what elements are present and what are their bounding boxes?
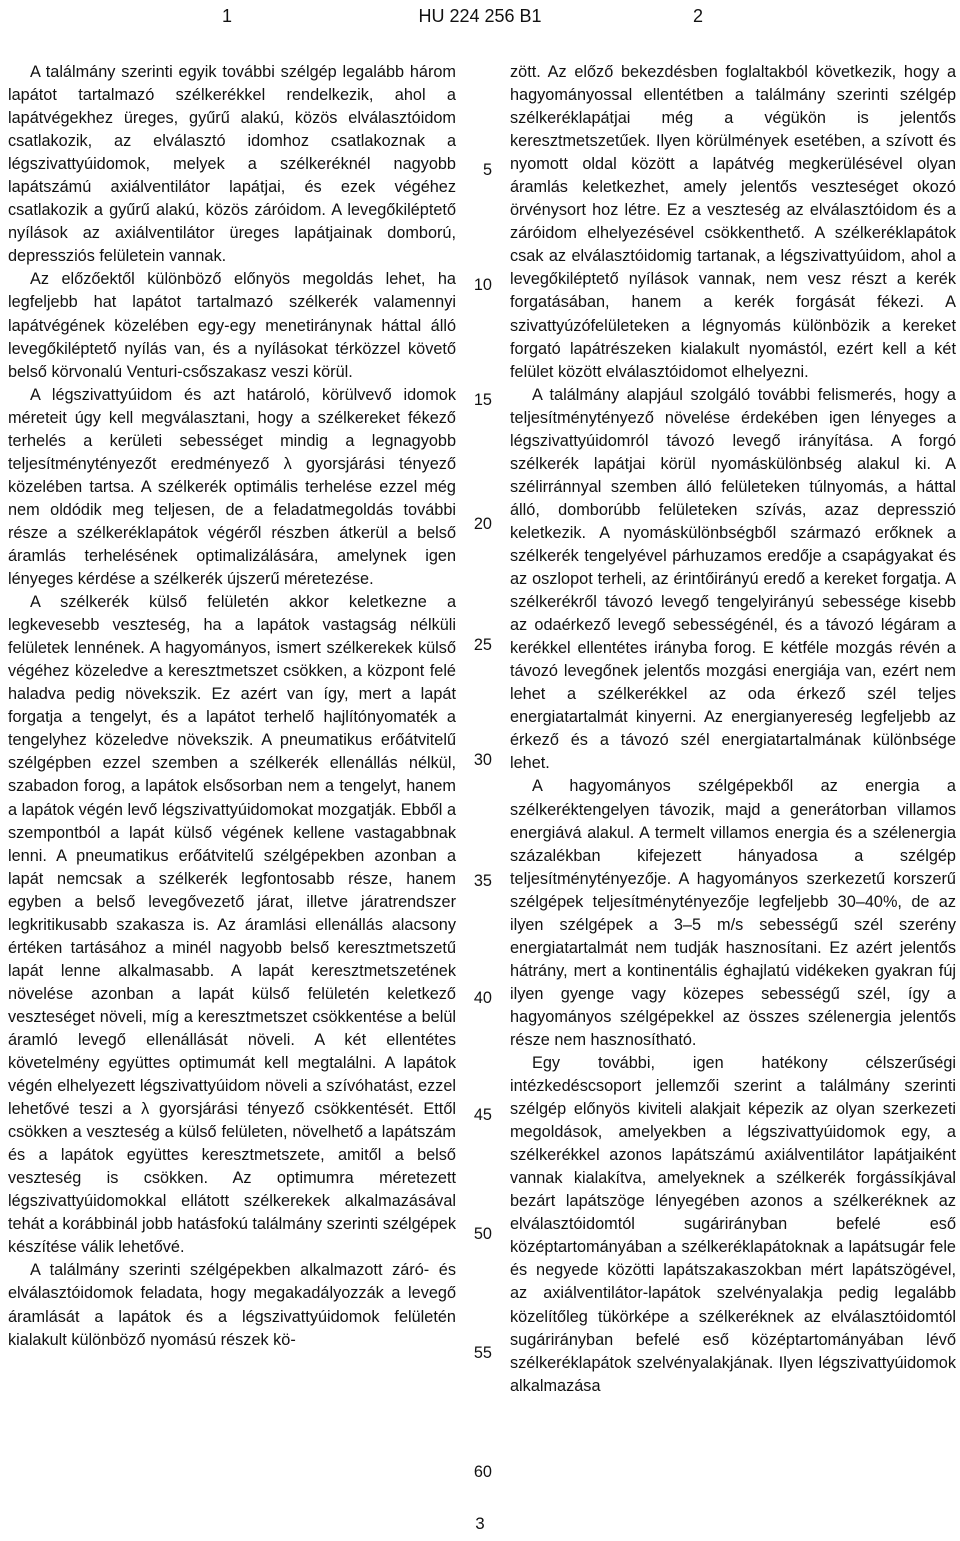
line-number: 25 [473,636,492,654]
paragraph: A találmány szerinti egyik további szélgép legalább három lapátot tartalmazó szélkerékkel rendelkezik, ahol a lapátvégekhez üreges, gyűrű alakú, közös elválasztóidom csatlakozik, az elválasztó idomhoz csatlakoznak a légszivattyúidomok, melyek a szélkeréknél nagyobb lapátszámú axiálventilátor lapátjai, és ezek végéhez csatlakozik a gyűrű alakú, közös záróidom. A levegőkiléptető nyílások az axiálventilátor üreges lapátjainak domború, depressziós felületein vannak. [8,63,456,266]
left-column [8,61,456,1352]
paragraph: Az előzőektől különböző előnyös megoldás lehet, ha legfeljebb hat lapátot tartalmazó szélkerék valamennyi lapátvégének közelében egy-egy menetiránynak háttal álló levegőkiléptető nyílás van, és a nyílásokat térközzel követő belső körvonalú Venturi-csőszakasz veszi körül. [8,270,456,381]
line-number: 55 [473,1344,492,1362]
line-number: 50 [473,1225,492,1243]
line-number: 35 [473,872,492,890]
right-page-number: 2 [693,6,704,26]
paragraph: A szélkerék külső felületén akkor keletkezne a legkevesebb veszteség, ha a lapátok vastagság nélküli felületek lennének. A hagyományos, ismert szélkerekek külső végéhez közeledve a keresztmetszet csökken, a központ felé haladva pedig növekszik. Ez azért van így, mert a lapát forgatja a tengelyt, és a lapátot terhelő hajlítónyomaték a tengelyhez közeledve növekszik. A pneumatikus erőátvitelű szélgépben ezzel szemben a szélkerék ellenállás nélkül, szabadon forog, a lapátok elsősorban nem a tengelyt, hanem a lapátok végén levő légszivattyúidomokat mozgatják. Ebből a szempontból a lapát külső végének kellene vastagabbnak lenni. A pneumatikus erőátvitelű szélgépekben azonban a lapát nemcsak a szélkerék legfontosabb része, hanem egyben a belső levegővezető járat, illetve járatrendszer legkritikusabb szakasza is. Az áramlási ellenállás alacsony értéken tartásához a minél nagyobb belső keresztmetszetű lapát lenne alkalmasabb. A lapát keresztmetszetének növelése azonban a lapát külső felületén keletkező veszteséget növeli, míg a keresztmetszet csökkentése a belül áramló levegő ellenállását növeli. A két ellentétes követelmény együttes optimumát kell megtalálni. A lapátok végén elhelyezett légszivattyúidom növeli a szívóhatást, ezzel lehetővé teszi a λ gyorsjárási tényező csökkentését. Ettől csökken a veszteség a külső felületen, növelhető a lapátszám és a lapátok együttes keresztmetszete, amitől a belső veszteség is csökken. Az optimumra méretezett légszivattyúidomokkal ellátott szélkerekek alkalmazásával tehát a korábbinál jobb hatásfokú találmány szerinti szélgépek készítése válik lehetővé. [8,593,457,1257]
page-footer [0,1514,960,1534]
footer-page-number: 3 [475,1514,485,1533]
paragraph: A hagyományos szélgépekből az energia a szélkeréktengelyen távozik, majd a generátorban villamos energiává alakul. A termelt villamos energia és a szélenergia százalékban kifejezett hányadosa a szélgép teljesítménytényezője. A hagyományos szerkezetű korszerű szélgépek teljesítménytényezője legfeljebb 30–40%, de az ilyen szélgépek a 3–5 m/s sebességű szél szerény energiatartalmát nem tudják hasznosítani. Ez azért jelentős hátrány, mert a kontinentális éghajlatú vidékeken gyakran fúj ilyen gyenge vagy közepes sebességű szél, így a hagyományos szélgépekkel az összes szélenergia jelentős része nem hasznosítható. [510,777,956,1049]
left-page-number: 1 [222,6,233,26]
paragraph: A találmány alapjául szolgáló további felismerés, hogy a teljesítménytényező növelése érdekében igen lényeges a légszivattyúidomról távozó levegő irányítása. A forgó szélkerék lapátjai körül nyomáskülönbség alakul ki. A szélirránnyal szemben álló felületeken túlnyomás, a háttal álló, domborúbb felületeken szívás, azaz depresszió keletkezik. A nyomáskülönbségből származó erőknek a szélkerék tengelyével párhuzamos eredője a csapágyakat és az oszlopot terheli, az érintőirányú eredő a kereket forgatja. A szélkerékről távozó levegő tengelyirányú sebessége kisebb az odaérkező levegő sebességénél, és a távozó légáram a kerékkel ellentétes irányba forog. E kétféle mozgás révén a távozó levegőnek jelentős mozgási energiája van, ezért nem lehet a szélkerékkel az oda érkező szél teljes energiatartalmát kinyerni. Az energianyereség legfeljebb az érkező és a távozó szél energiatartalmának különbsége lehet. [510,385,956,773]
right-column [510,61,956,1398]
paragraph: A találmány szerinti szélgépekben alkalmazott záró- és elválasztóidomok feladata, hogy megakadályozzák a levegő áramlását a lapátok és a légszivattyúidomok felületén kialakult különböző nyomású részek kö- [8,1261,456,1349]
paragraph: zött. Az előző bekezdésben foglaltakból következik, hogy a hagyományossal ellentétben a találmány szerinti szélgép szélkeréklapátjai még a végükön is jelentős keresztmetszetűek. Ilyen körülmények esetében, a szívott és nyomott oldal között a lapátvég megkerülésével olyan áramlás keletkezhet, amely jelentős veszteséget okozó örvénysort hoz létre. Ez a veszteség az elválasztóidom és a záróidom elhelyezésével csökkenthető. A szélkeréklapátok csak az elválasztóidomig tartanak, a légszivattyúidom, ahol a levegőkiléptető nyílások vannak, nem vesz részt a kerék forgatásában, hanem a kerék forgását fékezi. A szivattyúzófelületeken a légnyomás különbözik a kereket forgató lapátrészeken kialakult nyomástól, ezért kell a két felület között elválasztóidomot elhelyezni. [510,63,956,381]
line-number: 20 [473,515,492,533]
paragraph: A légszivattyúidom és azt határoló, körülvevő idomok méreteit úgy kell megválasztani, hogy a szélkereket fékező terhelés a kerületi sebességet mindig a legnagyobb teljesítménytényezőt eredményező λ gyorsjárási tényező közelében tartsa. A szélkerék optimális terhelése ezzel még nem oldódik meg teljesen, de a feladatmegoldás további része a szélkeréklapátok végéről részben átkerül a belső áramlás terhelésének optimalizálására, amelynek igen lényeges kérdése a szélkerék újszerű méretezése. [8,385,456,589]
line-number: 40 [473,989,492,1007]
patent-number: HU 224 256 B1 [418,6,542,26]
line-number: 45 [473,1106,492,1124]
paragraph: Egy további, igen hatékony célszerűségi intézkedéscsoport jellemzői szerint a találmány szerinti szélgép előnyös kiviteli alakjait képezik az olyan szerkezeti megoldások, amelyekben a légszivattyúidomok egy, a szélkerékkel azonos lapátszámú axiálventilátor lapátjaiként vannak kialakítva, amelyeknek a szélkerék forgássíkjával bezárt lapátszöge lényegében azonos a szélkeréknek az elválasztóidomtól sugárirányban befelé eső középtartományában a szélkeréklapátoknak a lapátsugár fele és negyede közötti lapátszakaszokban mért lapátszögével, az axiálventilátor-lapátok szelvényalakja pedig legalább közelítőleg tükörképe a szélkeréknek az elválasztóidomtól sugárirányban befelé eső középtartományában lévő szélkeréklapátok szelvényalakjának. Ilyen légszivattyúidomok alkalmazása [510,1054,956,1395]
line-number: 30 [473,751,492,769]
line-number: 15 [473,391,492,409]
line-number: 10 [473,276,492,294]
line-number: 5 [482,161,492,179]
line-number: 60 [473,1463,492,1481]
page-header [0,6,960,36]
